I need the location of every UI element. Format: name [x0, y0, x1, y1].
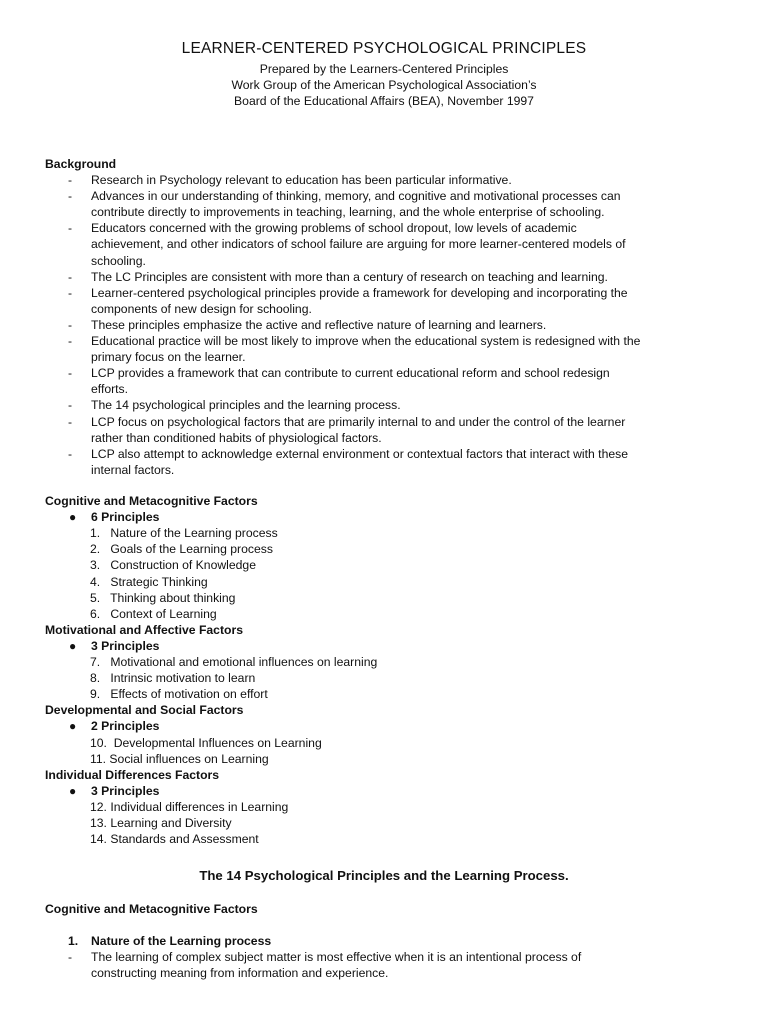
background-item-text: Research in Psychology relevant to education has been particular informative.	[91, 173, 512, 187]
bullet-icon: ●	[69, 783, 77, 798]
principle-dash: -	[68, 950, 73, 964]
section-heading: The 14 Psychological Principles and the Learning Process.	[199, 868, 569, 883]
principle-desc-line-2: constructing meaning from information and experience.	[91, 966, 389, 980]
background-item-dash: -	[68, 173, 73, 187]
background-item-text: primary focus on the learner.	[91, 350, 246, 365]
principle-title: Nature of the Learning process	[91, 934, 272, 948]
background-item-text: LCP also attempt to acknowledge external environment or contextual factors that interact with these	[91, 446, 628, 461]
principle-list-item: 7. Motivational and emotional influences on learning	[90, 655, 378, 669]
principle-list-item: 1. Nature of the Learning process	[90, 526, 278, 541]
principle-list-item: 12. Individual differences in Learning	[90, 799, 289, 814]
background-item-dash: -	[68, 269, 73, 284]
document-title: LEARNER-CENTERED PSYCHOLOGICAL PRINCIPLES	[181, 40, 587, 57]
factor-group-heading: Motivational and Affective Factors	[45, 622, 243, 637]
background-item-text: These principles emphasize the active and reflective nature of learning and learners.	[91, 317, 547, 332]
principle-list-item: 4. Strategic Thinking	[90, 574, 208, 589]
background-item-text: Learner-centered psychological principles provide a framework for developing and incorporating the	[91, 285, 628, 300]
background-item-text: LCP provides a framework that can contribute to current educational reform and school redesign	[91, 366, 610, 381]
background-item-dash: -	[68, 366, 73, 381]
principle-list-item: 13. Learning and Diversity	[90, 816, 232, 830]
principle-list-item: 8. Intrinsic motivation to learn	[90, 671, 256, 686]
principle-list-item: 3. Construction of Knowledge	[90, 558, 256, 573]
background-item-text: rather than conditioned habits of physiological factors.	[91, 430, 382, 445]
principle-list-item: 14. Standards and Assessment	[90, 832, 259, 847]
background-item-text: internal factors.	[91, 462, 175, 477]
principle-count: 3 Principles	[91, 638, 160, 653]
subtitle-line-1: Prepared by the Learners-Centered Principles	[259, 62, 509, 76]
background-item-dash: -	[68, 317, 73, 332]
background-item-dash: -	[68, 189, 73, 204]
background-item-text: schooling.	[91, 253, 146, 268]
background-item-text: Educational practice will be most likely to improve when the educational system is redesigned with the	[91, 334, 641, 348]
background-item-text: efforts.	[91, 382, 129, 397]
principle-list-item: 5. Thinking about thinking	[90, 590, 236, 605]
background-item-dash: -	[68, 398, 73, 413]
bullet-icon: ●	[69, 719, 77, 734]
background-item-text: Educators concerned with the growing problems of school dropout, low levels of academic	[91, 221, 577, 236]
factor-group-heading: Cognitive and Metacognitive Factors	[45, 494, 258, 508]
background-item-text: The 14 psychological principles and the learning process.	[91, 398, 401, 413]
background-item-text: components of new design for schooling.	[91, 301, 312, 316]
background-item-text: contribute directly to improvements in teaching, learning, and the whole enterprise of schooling.	[91, 205, 605, 220]
factor-group-heading: Individual Differences Factors	[45, 767, 220, 782]
background-item-dash: -	[68, 285, 73, 300]
principle-desc-line-1: The learning of complex subject matter is most effective when it is an intentional process of	[91, 950, 582, 964]
principle-number: 1.	[68, 934, 79, 948]
principle-list-item: 2. Goals of the Learning process	[90, 542, 273, 557]
background-item-text: Advances in our understanding of thinking, memory, and cognitive and motivational processes can	[91, 189, 621, 204]
background-item-dash: -	[68, 446, 73, 461]
subtitle-line-2: Work Group of the American Psychological Association’s	[231, 78, 537, 92]
section-subheading: Cognitive and Metacognitive Factors	[45, 902, 258, 916]
background-item-text: achievement, and other indicators of school failure are arguing for more learner-centered models of	[91, 237, 626, 252]
principle-list-item: 9. Effects of motivation on effort	[90, 687, 268, 702]
principle-list-item: 11. Social influences on Learning	[90, 751, 269, 766]
principle-list-item: 6. Context of Learning	[90, 606, 217, 621]
principle-list-item: 10. Developmental Influences on Learning	[90, 735, 322, 750]
background-heading: Background	[45, 157, 117, 171]
background-item-text: The LC Principles are consistent with more than a century of research on teaching and learning.	[91, 269, 608, 284]
principle-count: 3 Principles	[91, 783, 160, 798]
subtitle-line-3: Board of the Educational Affairs (BEA), November 1997	[234, 94, 534, 108]
background-item-dash: -	[68, 221, 73, 236]
background-item-dash: -	[68, 414, 73, 429]
principle-count: 2 Principles	[91, 719, 160, 734]
factor-group-heading: Developmental and Social Factors	[45, 703, 244, 718]
bullet-icon: ●	[69, 510, 77, 525]
background-item-text: LCP focus on psychological factors that are primarily internal to and under the control of the learner	[91, 414, 626, 429]
bullet-icon: ●	[69, 638, 77, 653]
background-item-dash: -	[68, 334, 73, 348]
principle-count: 6 Principles	[91, 510, 160, 525]
